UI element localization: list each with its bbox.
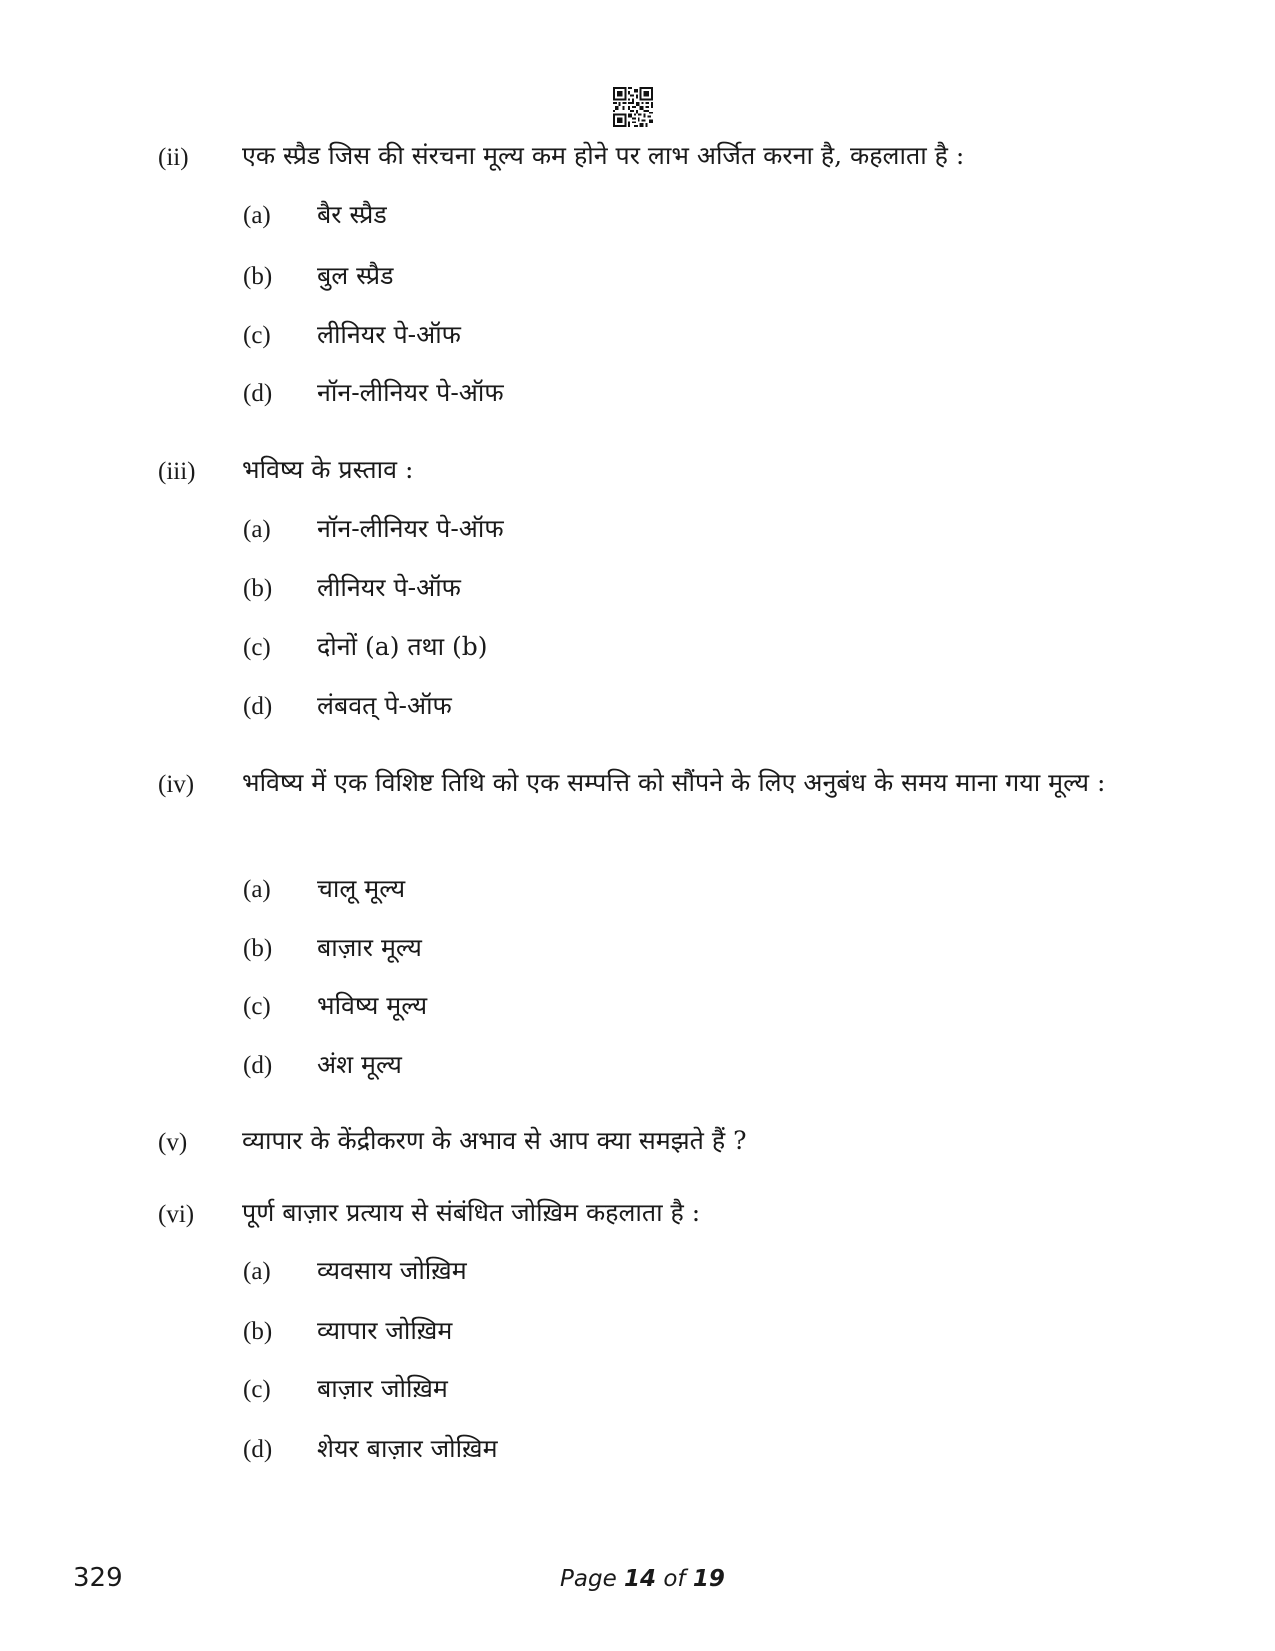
- option-text: भविष्य मूल्य: [317, 991, 428, 1020]
- option-label: (d): [243, 1052, 273, 1079]
- option-text: व्यवसाय जोख़िम: [317, 1256, 467, 1285]
- option-label: (c): [243, 993, 271, 1020]
- qr-code-icon: [613, 87, 653, 127]
- option-text: व्यापार जोख़िम: [317, 1316, 453, 1345]
- option-text: चालू मूल्य: [317, 874, 406, 903]
- page-word: Page: [560, 1566, 617, 1592]
- option-text: लीनियर पे-ऑफ: [317, 573, 461, 602]
- option-text: बाज़ार मूल्य: [317, 933, 422, 962]
- option-text: बैर स्प्रैड: [317, 200, 387, 229]
- question-number: (iv): [158, 771, 195, 798]
- total-pages: 19: [692, 1566, 725, 1592]
- option-label: (d): [243, 1436, 273, 1463]
- option-label: (d): [243, 380, 273, 407]
- question-number: (ii): [158, 144, 189, 171]
- option-label: (a): [243, 1258, 271, 1285]
- question-text: पूर्ण बाज़ार प्रत्याय से संबंधित जोख़िम कहलाता है :: [242, 1198, 701, 1227]
- option-text: लंबवत् पे-ऑफ: [317, 691, 452, 720]
- option-label: (b): [243, 263, 273, 290]
- question-number: (iii): [158, 458, 196, 485]
- page-indicator: [560, 1564, 725, 1594]
- option-label: (c): [243, 634, 271, 661]
- question-text: व्यापार के केंद्रीकरण के अभाव से आप क्या समझते हैं ?: [242, 1126, 747, 1155]
- option-text: अंश मूल्य: [317, 1050, 402, 1079]
- option-text: लीनियर पे-ऑफ: [317, 320, 461, 349]
- option-label: (b): [243, 935, 273, 962]
- question-number: (vi): [158, 1201, 195, 1228]
- option-label: (a): [243, 202, 271, 229]
- of-word: of: [663, 1566, 686, 1592]
- option-text: दोनों (a) तथा (b): [317, 632, 488, 661]
- option-label: (c): [243, 322, 271, 349]
- option-label: (d): [243, 693, 273, 720]
- option-text: नॉन-लीनियर पे-ऑफ: [317, 378, 504, 407]
- option-label: (b): [243, 1318, 273, 1345]
- option-label: (b): [243, 575, 273, 602]
- question-text: भविष्य में एक विशिष्ट तिथि को एक सम्पत्ति को सौंपने के लिए अनुबंध के समय माना गया मूल्य :: [242, 768, 1106, 797]
- question-text: भविष्य के प्रस्ताव :: [242, 455, 414, 484]
- option-text: शेयर बाज़ार जोख़िम: [317, 1434, 498, 1463]
- option-label: (a): [243, 516, 271, 543]
- question-number: (v): [158, 1129, 188, 1156]
- option-text: बाज़ार जोख़िम: [317, 1374, 448, 1403]
- option-text: बुल स्प्रैड: [317, 261, 394, 290]
- question-text: एक स्प्रैड जिस की संरचना मूल्य कम होने पर लाभ अर्जित करना है, कहलाता है :: [242, 141, 965, 170]
- paper-code: 329: [73, 1563, 123, 1593]
- option-text: नॉन-लीनियर पे-ऑफ: [317, 514, 504, 543]
- current-page: 14: [624, 1566, 657, 1592]
- option-label: (a): [243, 876, 271, 903]
- option-label: (c): [243, 1376, 271, 1403]
